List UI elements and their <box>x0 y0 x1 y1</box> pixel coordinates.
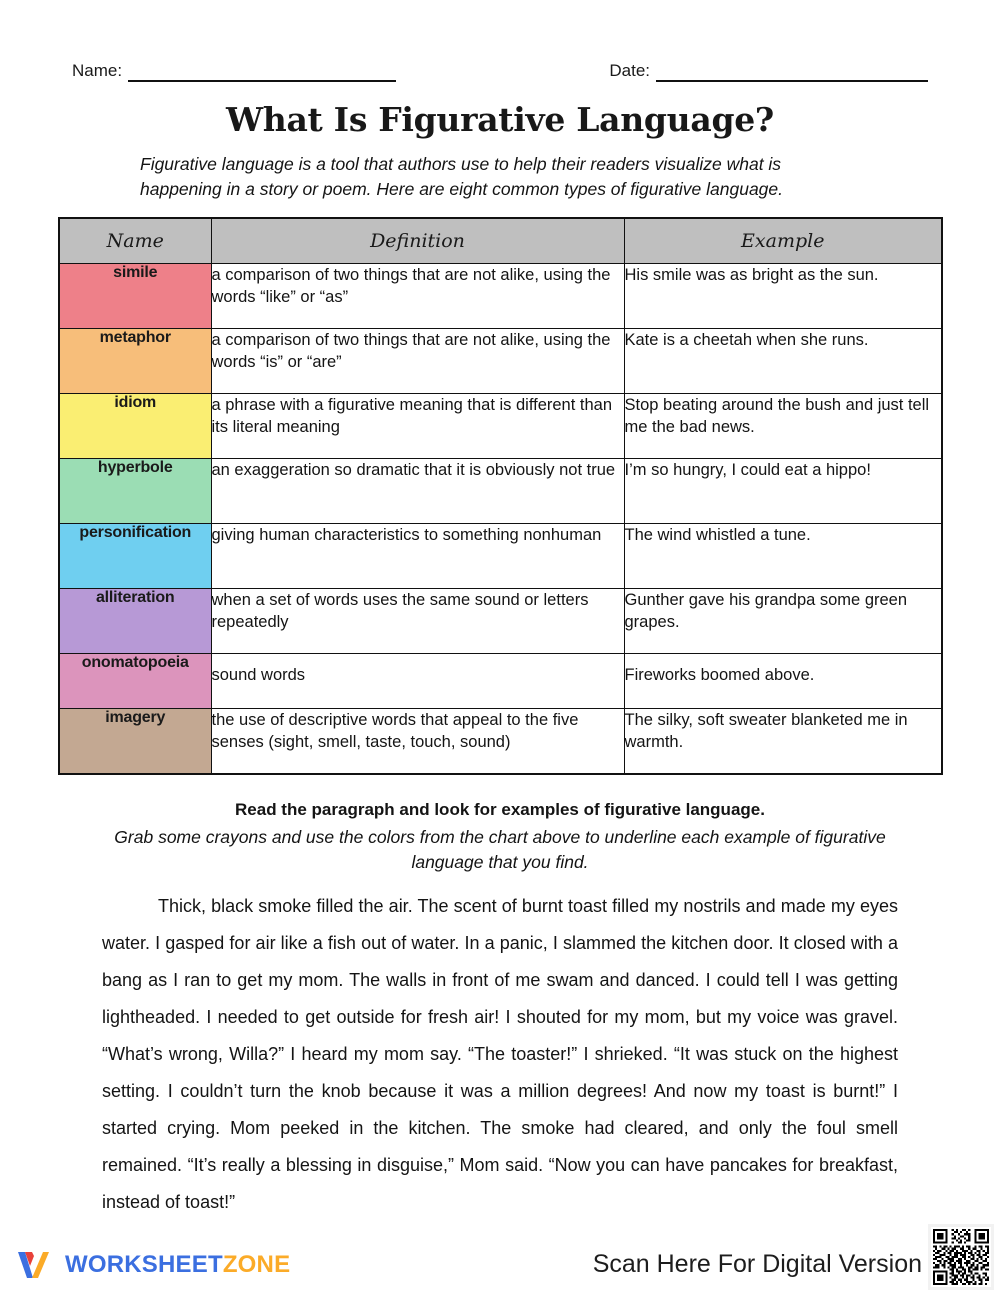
definition-cell-onomatopoeia: sound words <box>211 654 624 709</box>
name-field-group <box>72 61 396 82</box>
date-write-line[interactable] <box>656 62 928 82</box>
logo-word-zone: ZONE <box>222 1251 291 1278</box>
example-cell-metaphor: Kate is a cheetah when she runs. <box>624 329 942 394</box>
table-row <box>59 329 942 394</box>
example-cell-simile: His smile was as bright as the sun. <box>624 264 942 329</box>
name-write-line[interactable] <box>128 62 396 82</box>
definition-cell-metaphor: a comparison of two things that are not alike, using the words “is” or “are” <box>211 329 624 394</box>
table-row <box>59 709 942 775</box>
scan-instruction-text: Scan Here For Digital Version <box>592 1250 922 1278</box>
term-cell-imagery: imagery <box>59 709 211 775</box>
definition-cell-simile: a comparison of two things that are not alike, using the words “like” or “as” <box>211 264 624 329</box>
reading-passage: Thick, black smoke filled the air. The scent of burnt toast filled my nostrils and made my eyes water. I gasped for air like a fish out of water. In a panic, I slammed the kitchen door. It closed with a bang as I ran to get my mom. The walls in front of me swam and danced. I could tell I was getting lightheaded. I needed to get outside for fresh air! I shouted for my mom, but my voice was gravel. “What’s wrong, Willa?” I heard my mom say. “The toaster!” I shrieked. “It was stuck on the highest setting. I couldn’t turn the knob because it was a million degrees! And now my toast is burnt!” I started crying. Mom peeked in the kitchen. The smoke had cleared, and only the foul smell remained. “It’s really a blessing in disguise,” Mom said. “Now you can have pancakes for breakfast, instead of toast!” <box>102 896 898 1212</box>
example-cell-imagery: The silky, soft sweater blanketed me in warmth. <box>624 709 942 775</box>
column-header-definition: Definition <box>211 218 624 264</box>
table-row <box>59 524 942 589</box>
definition-cell-idiom: a phrase with a figurative meaning that is different than its literal meaning <box>211 394 624 459</box>
intro-paragraph: Figurative language is a tool that authors use to help their readers visualize what is happening in a story or poem. Here are eight common types of figurative language. <box>140 154 784 199</box>
term-cell-onomatopoeia: onomatopoeia <box>59 654 211 709</box>
example-cell-onomatopoeia: Fireworks boomed above. <box>624 654 942 709</box>
definition-cell-imagery: the use of descriptive words that appeal to the five senses (sight, smell, taste, touch, sound) <box>211 709 624 775</box>
table-row <box>59 589 942 654</box>
term-cell-alliteration: alliteration <box>59 589 211 654</box>
term-cell-personification: personification <box>59 524 211 589</box>
table-row <box>59 394 942 459</box>
figurative-language-table <box>58 217 943 775</box>
example-cell-hyperbole: I’m so hungry, I could eat a hippo! <box>624 459 942 524</box>
term-cell-idiom: idiom <box>59 394 211 459</box>
worksheet-zone-logo[interactable] <box>16 1248 290 1282</box>
logo-wordmark <box>65 1249 290 1281</box>
column-header-example: Example <box>624 218 942 264</box>
w-logo-icon <box>16 1249 56 1281</box>
table-body <box>59 264 942 775</box>
date-label: Date: <box>609 61 650 80</box>
table-row <box>59 264 942 329</box>
name-date-row <box>72 52 928 82</box>
page-title: What Is Figurative Language? <box>226 100 774 139</box>
table-row <box>59 459 942 524</box>
term-cell-metaphor: metaphor <box>59 329 211 394</box>
definition-cell-personification: giving human characteristics to something nonhuman <box>211 524 624 589</box>
definition-cell-hyperbole: an exaggeration so dramatic that it is obviously not true <box>211 459 624 524</box>
directions-heading: Read the paragraph and look for examples of figurative language. <box>235 800 765 819</box>
qr-code-icon[interactable] <box>928 1224 994 1290</box>
page-footer <box>0 1214 1000 1294</box>
example-cell-alliteration: Gunther gave his grandpa some green grapes. <box>624 589 942 654</box>
column-header-name: Name <box>59 218 211 264</box>
table-row <box>59 654 942 709</box>
definition-cell-alliteration: when a set of words uses the same sound or letters repeatedly <box>211 589 624 654</box>
example-cell-idiom: Stop beating around the bush and just tell me the bad news. <box>624 394 942 459</box>
table-header-row <box>59 218 942 264</box>
directions-subtext: Grab some crayons and use the colors from the chart above to underline each example of figurative language that you find. <box>114 827 886 872</box>
example-cell-personification: The wind whistled a tune. <box>624 524 942 589</box>
date-field-group <box>609 61 928 82</box>
name-label: Name: <box>72 61 123 80</box>
term-cell-hyperbole: hyperbole <box>59 459 211 524</box>
logo-word-worksheet: WORKSHEET <box>65 1251 223 1278</box>
term-cell-simile: simile <box>59 264 211 329</box>
